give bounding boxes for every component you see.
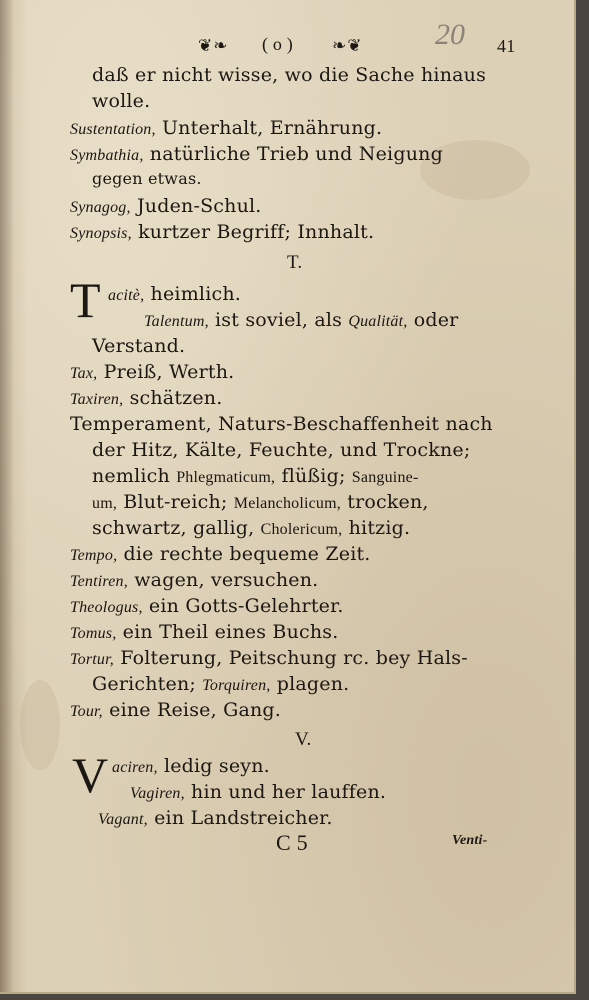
entry-term: Tour, — [70, 703, 103, 720]
entry-tax — [70, 361, 234, 383]
entry-definition: Unterhalt, Ernährung. — [161, 117, 383, 139]
text-fragment: schwartz, gallig, — [92, 517, 255, 539]
entry-definition: plagen. — [276, 673, 350, 695]
entry-definition: ein Theil eines Buchs. — [122, 621, 339, 643]
text-fragment: trocken, — [347, 491, 429, 513]
entry-term: Taxiren, — [70, 391, 124, 408]
entry-term: acitè, — [108, 287, 145, 304]
entry-term: Sustentation, — [70, 121, 156, 138]
header-ornament-right: ❧❦ — [332, 36, 363, 56]
entry-term: Talentum, — [144, 313, 209, 330]
entry-vagant — [98, 807, 333, 829]
section-heading-t: T. — [287, 252, 303, 273]
entry-definition: Juden-Schul. — [136, 195, 262, 217]
text-line: der Hitz, Kälte, Feuchte, und Trockne; — [92, 439, 471, 461]
page-gutter-shadow — [0, 0, 14, 992]
text-fragment: Gerichten; — [92, 673, 196, 695]
entry-definition: eine Reise, Gang. — [109, 699, 282, 721]
entry-term: Synopsis, — [70, 225, 132, 242]
entry-term: Tax, — [70, 365, 98, 382]
entry-term: Vagant, — [98, 811, 148, 828]
section-heading-v: V. — [295, 729, 312, 750]
entry-sympathia — [70, 143, 443, 165]
entry-tempo — [70, 543, 371, 565]
text-line: daß er nicht wisse, wo die Sache hinaus — [92, 64, 487, 86]
entry-synagog — [70, 195, 262, 217]
text-fragment: Phlegmaticum, — [176, 469, 276, 486]
entry-tour — [70, 699, 281, 721]
text-line: wolle. — [92, 90, 151, 112]
text-fragment: hitzig. — [348, 517, 411, 539]
text-line: Verstand. — [92, 335, 186, 357]
entry-term: Tentiren, — [70, 573, 128, 590]
entry-taxiren — [70, 387, 223, 409]
entry-definition: Preiß, Werth. — [103, 361, 235, 383]
entry-definition: ein Gotts-Gelehrter. — [148, 595, 344, 617]
drop-cap-v: V — [72, 747, 109, 803]
entry-definition: ist soviel, als — [215, 309, 343, 331]
text-fragment: Sanguine- — [351, 469, 419, 486]
text-fragment: nemlich — [92, 465, 170, 487]
entry-definition: hin und her lauffen. — [191, 781, 387, 803]
entry-term: Tortur, — [70, 651, 114, 668]
entry-tomus — [70, 621, 338, 643]
entry-term: Vagiren, — [130, 785, 185, 802]
paper-stain — [20, 680, 60, 770]
text-fragment: flüßig; — [281, 465, 346, 487]
entry-definition: heimlich. — [150, 283, 241, 305]
entry-term: Torquiren, — [202, 677, 271, 694]
header-ornament-left: ❦❧ — [198, 36, 229, 56]
entry-term: Synagog, — [70, 199, 131, 216]
text-line: gegen etwas. — [92, 169, 202, 188]
entry-definition: wagen, versuchen. — [134, 569, 319, 591]
drop-cap-t: T — [70, 272, 101, 328]
entry-theologus — [70, 595, 344, 617]
page-number: 41 — [497, 36, 516, 56]
entry-definition: kurtzer Begriff; Innhalt. — [138, 221, 375, 243]
signature-mark-footer: C 5 — [276, 830, 308, 855]
text-fragment: Melancholicum, — [233, 495, 341, 512]
text-line — [92, 517, 410, 539]
entry-tortur — [70, 647, 468, 669]
text-line: Temperament, Naturs-Beschaffenheit nach — [70, 413, 493, 435]
pencil-annotation: 20 — [435, 18, 465, 51]
entry-term: aciren, — [112, 759, 158, 776]
entry-vagiren — [130, 781, 386, 803]
text-fragment: Cholericum, — [260, 521, 343, 538]
entry-definition: ein Landstreicher. — [154, 807, 333, 829]
entry-definition: die rechte bequeme Zeit. — [123, 543, 371, 565]
entry-definition: Folterung, Peitschung rc. bey Hals- — [120, 647, 468, 669]
text-fragment: Blut-reich; — [123, 491, 228, 513]
catchword: Venti- — [452, 833, 488, 848]
text-line — [92, 491, 429, 513]
signature-mark: ( o ) — [262, 34, 293, 54]
entry-definition: natürliche Trieb und Neigung — [149, 143, 443, 165]
entry-vaciren — [112, 755, 270, 777]
entry-tentiren — [70, 569, 318, 591]
entry-term: Tomus, — [70, 625, 117, 642]
entry-term: Symbathia, — [70, 147, 144, 164]
entry-talentum — [144, 309, 458, 331]
entry-definition: ledig seyn. — [163, 755, 270, 777]
entry-synopsis — [70, 221, 374, 243]
entry-sustentation — [70, 117, 382, 139]
text-fragment: um, — [92, 495, 118, 512]
text-line — [92, 673, 349, 695]
entry-term: Tempo, — [70, 547, 118, 564]
entry-definition: schätzen. — [129, 387, 223, 409]
entry-term: Qualität, — [348, 313, 408, 330]
text-line — [92, 465, 418, 487]
entry-definition: oder — [413, 309, 459, 331]
entry-term: Theologus, — [70, 599, 143, 616]
entry-tacite — [108, 283, 241, 305]
